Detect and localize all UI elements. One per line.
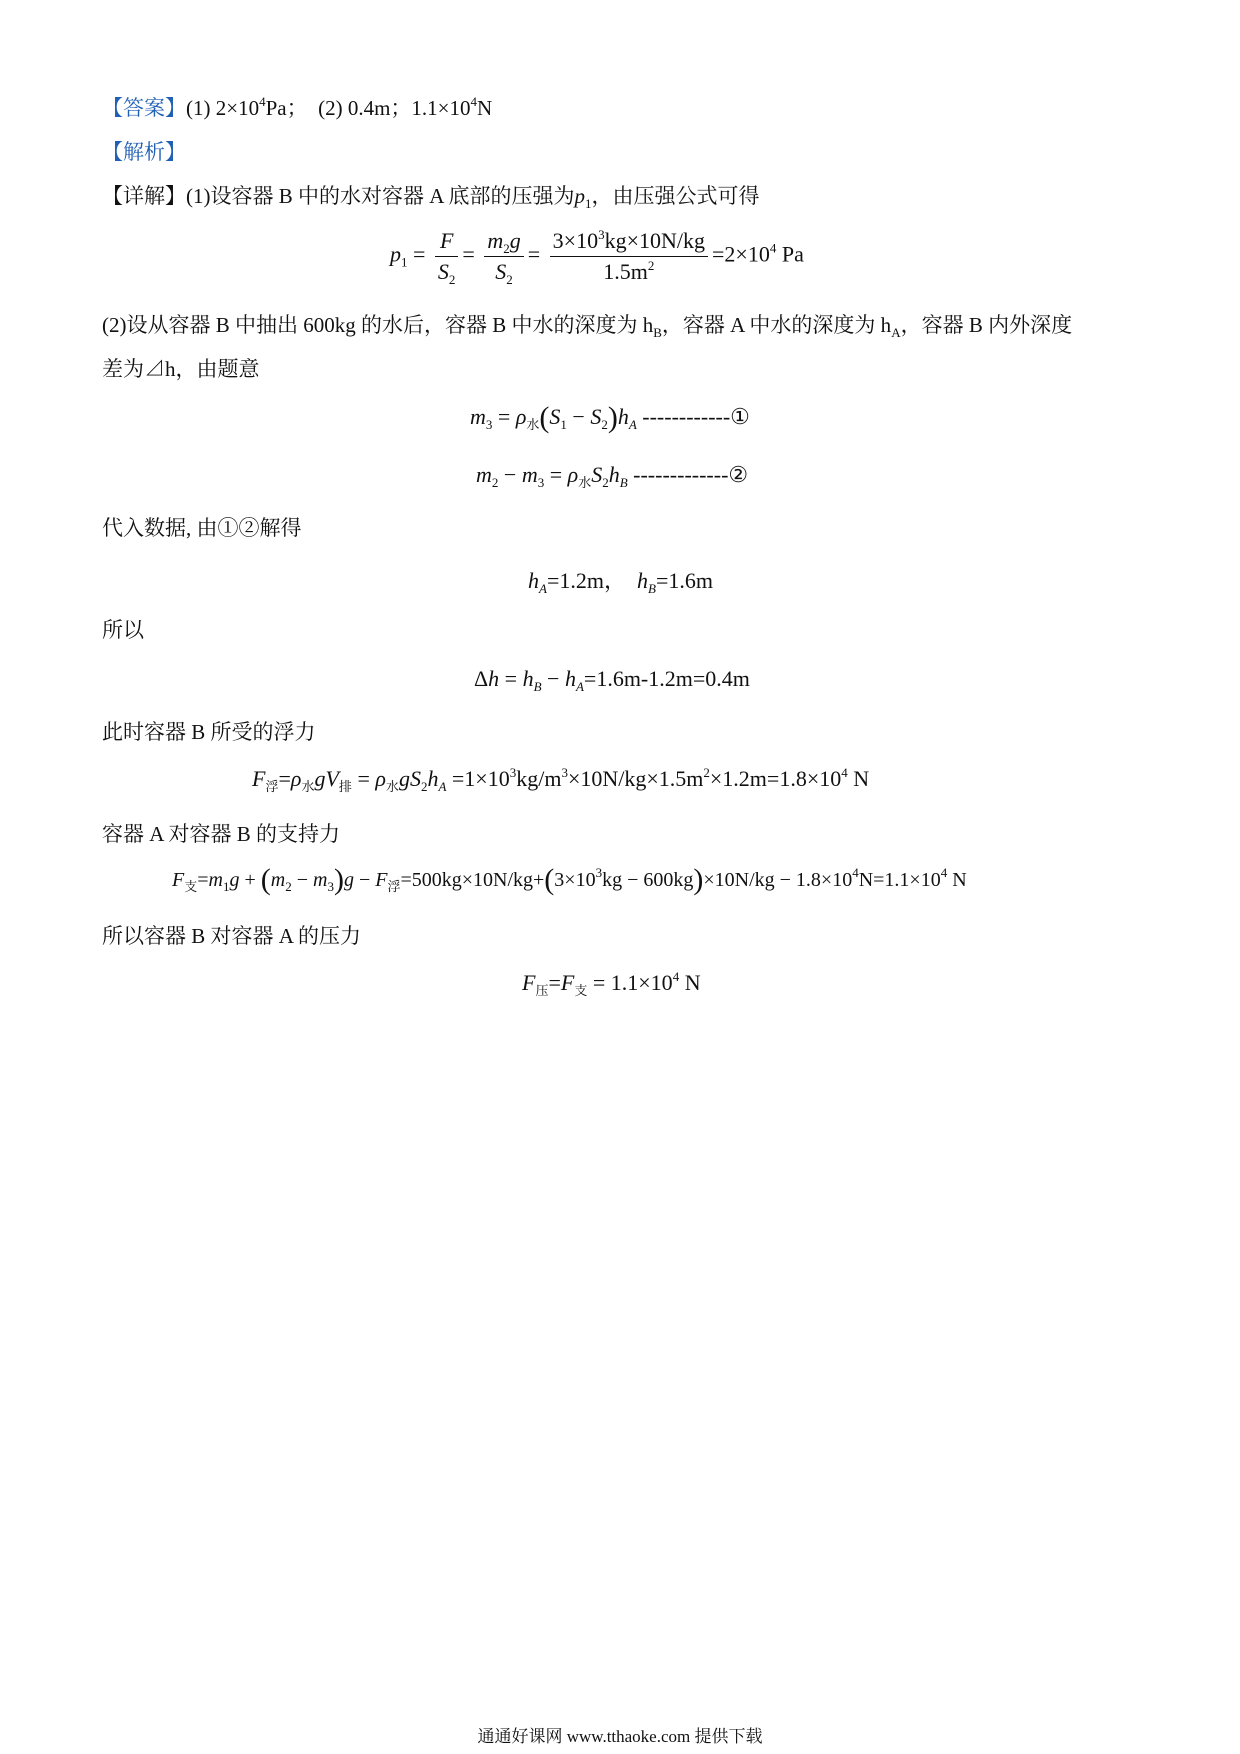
fraction-mg-s: $\frac{m_2g}{S_2}$ (484, 228, 523, 285)
equation-buoyancy: $F_浮=\rho_水gV_排 = \rho_水gS_2h_A =1\times 10^3kg/m^3\times 10N/kg\times 1.5m^2\times 1.2m=1.8\times 10^4$ N (252, 765, 870, 794)
buoyancy-text: 此时容器 B 所受的浮力 (102, 720, 316, 744)
equation-support-force: $F_支=m_1g + (m_2 - m_3)g - F_浮=500kg\times 10N/kg+(3\times 10^3kg - 600kg)\times 10N/kg - 1.8\times 10^4N=1.1\times 10^4$ N (172, 863, 967, 896)
equation-2: $m_2 - m_3 = \rho_水S_2h_B$ -------------② (476, 462, 749, 490)
substitute-text: 代入数据, 由①②解得 (102, 516, 302, 540)
equation-pressure: $p_1$ = $\frac{F}{S_2}$ = $\frac{m_2g}{S_2}$ = $\frac{3\times 10^3kg\times 10N/kg}{1.5m^2}$ $=2\times 10^4$ Pa (390, 227, 804, 287)
support-text: 容器 A 对容器 B 的支持力 (102, 822, 341, 846)
detail-line-1: 【详解】(1)设容器 B 中的水对容器 A 底部的压强为$p_1$，由压强公式可得 (102, 184, 760, 211)
part2-line-2: 差为⊿h，由题意 (102, 357, 260, 381)
part2-line-1: (2)设从容器 B 中抽出 600kg 的水后，容器 B 中水的深度为 $h_B$，容器 A 中水的深度为 $h_A$，容器 B 内外深度 (102, 313, 1073, 340)
answer-line: 【答案】(1) $2\times 10^4Pa$； (2) 0.4m；$1.1\times 10^4N$ (102, 94, 493, 120)
page-footer: 通通好课网 www.tthaoke.com 提供下载 (477, 1727, 763, 1746)
so-text: 所以 (102, 618, 144, 642)
detail-tag: 【详解】 (102, 184, 186, 208)
equation-1: $m_3 = \rho_水(S_1 - S_2)h_A$ ------------① (470, 401, 750, 434)
fraction-values: $\frac{3\times 10^3kg\times 10N/kg}{1.5m^2}$ (550, 228, 708, 285)
equation-heights: $h_A=1.2m$， $h_B=1.6m$ (528, 568, 713, 596)
equation-delta-h: $\Delta h = h_B - h_A=1.6m-1.2m=0.4m$ (474, 666, 750, 694)
analysis-tag: 【解析】 (102, 140, 186, 164)
equation-pressure-force: $F_压=F_支 = 1.1\times 10^4$ N (522, 969, 701, 998)
pressure-force-text: 所以容器 B 对容器 A 的压力 (102, 924, 362, 948)
answer-tag: 【答案】 (102, 96, 186, 120)
fraction-f-s: $\frac{F}{S_2}$ (435, 228, 459, 285)
